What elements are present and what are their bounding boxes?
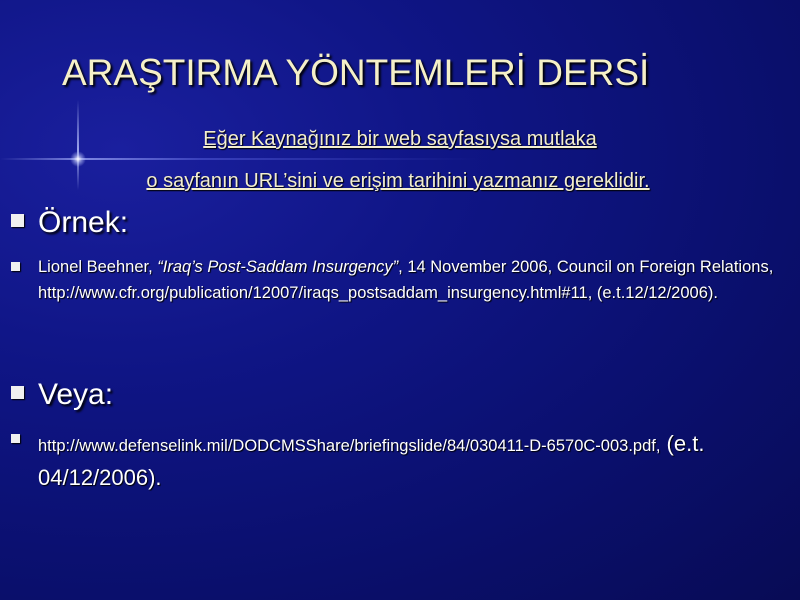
- citation-title: “Iraq’s Post-Saddam Insurgency”: [157, 258, 399, 276]
- square-bullet-icon: [11, 386, 24, 399]
- citation-author: Lionel Beehner,: [38, 258, 158, 276]
- square-bullet-icon: [11, 434, 20, 443]
- url-citation: [38, 428, 783, 496]
- bullet-heading-ornek: Örnek:: [38, 206, 129, 239]
- citation-details: , 14 November 2006, Council on Foreign Relations, http://www.cfr.org/publication/12007/iraqs_postsaddam_insurgency.html#11, (e.t.12/12/2006).: [38, 258, 774, 302]
- slide-title: ARAŞTIRMA YÖNTEMLERİ DERSİ: [62, 52, 650, 93]
- bullet-heading-veya: Veya:: [38, 378, 114, 411]
- square-bullet-icon: [11, 214, 24, 227]
- subtitle-line-1: Eğer Kaynağınız bir web sayfasıysa mutlaka: [203, 128, 597, 150]
- subtitle-line-2: o sayfanın URL’sini ve erişim tarihini yazmanız gereklidir.: [146, 170, 650, 192]
- light-flare-horizontal: [0, 158, 800, 160]
- citation-text: [38, 254, 783, 306]
- light-flare-glow: [70, 151, 86, 167]
- square-bullet-icon: [11, 262, 20, 271]
- access-date: (e.t. 04/12/2006).: [38, 431, 705, 490]
- url-link[interactable]: http://www.defenselink.mil/DODCMSShare/briefingslide/84/030411-D-6570C-003.pdf,: [38, 437, 661, 455]
